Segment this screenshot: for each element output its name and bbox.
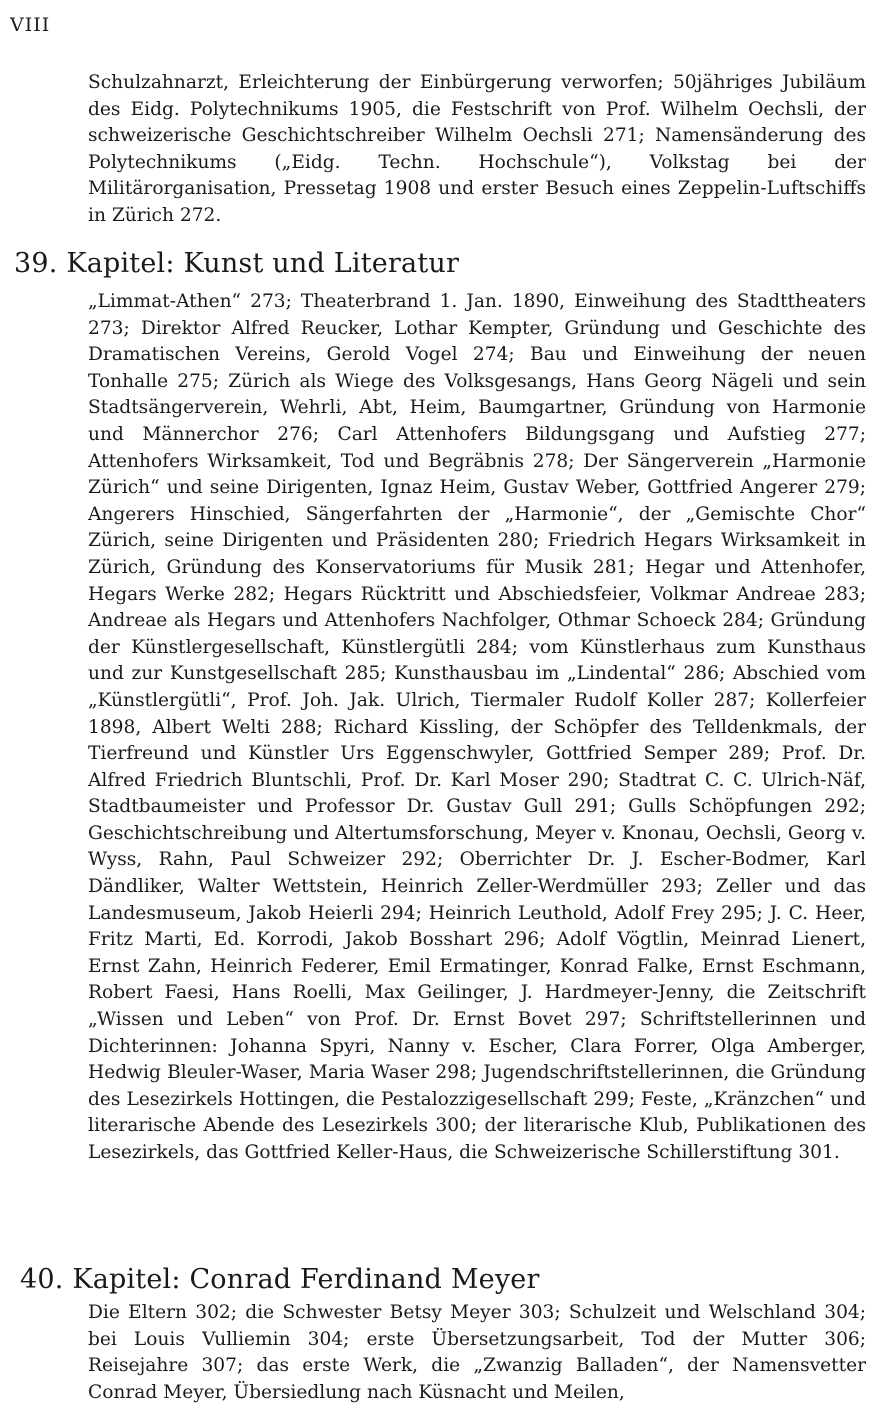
chapter-40-paragraph: Die Eltern 302; die Schwester Betsy Meyer 303; Schulzeit und Welschland 304; bei Louis Vulliemin 304; erste Übersetzungsarbeit, Tod der Mutter 306; Reisejahre 307; das erste Werk, die „Zwanzig Balladen“, der Namensvetter Conrad Meyer, Übersiedlung nach Küsnacht und Meilen, xyxy=(88,1302,866,1403)
page-number: VIII xyxy=(10,14,51,36)
intro-paragraph: Schulzahnarzt, Erleichterung der Einbürgerung verworfen; 50jähriges Jubiläum des Eidg. Polytechnikums 1905, die Festschrift von Prof. Wilhelm Oechsli, der schweizerische Geschichtschreiber Wilhelm Oechsli 271; Namensänderung des Polytechnikums („Eidg. Techn. Hochschule“), Volkstag bei der Militärorganisation, Pressetag 1908 und erster Besuch eines Zeppelin-Luftschiffs in Zürich 272. xyxy=(88,72,866,226)
chapter-40-heading: 40. Kapitel: Conrad Ferdinand Meyer xyxy=(20,1264,540,1295)
chapter-39-heading: 39. Kapitel: Kunst und Literatur xyxy=(14,248,460,279)
chapter-39-paragraph: „Limmat-Athen“ 273; Theaterbrand 1. Jan. 1890, Einweihung des Stadttheaters 273; Direktor Alfred Reucker, Lothar Kempter, Gründung und Geschichte des Dramatischen Vereins, Gerold Vogel 274; Bau und Einweihung der neuen Tonhalle 275; Zürich als Wiege des Volksgesangs, Hans Georg Nägeli und sein Stadtsängerverein, Wehrli, Abt, Heim, Baumgartner, Gründung von Harmonie und Männerchor 276; Carl Attenhofers Bildungsgang und Aufstieg 277; Attenhofers Wirksamkeit, Tod und Begräbnis 278; Der Sängerverein „Harmonie Zürich“ und seine Dirigenten, Ignaz Heim, Gustav Weber, Gottfried Angerer 279; Angerers Hinschied, Sängerfahrten der „Harmonie“, der „Gemischte Chor“ Zürich, seine Dirigenten und Präsidenten 280; Friedrich Hegars Wirksamkeit in Zürich, Gründung des Konservatoriums für Musik 281; Hegar und Attenhofer, Hegars Werke 282; Hegars Rücktritt und Abschiedsfeier, Volkmar Andreae 283; Andreae als Hegars und Attenhofers Nachfolger, Othmar Schoeck 284; Gründung der Künstlergesellschaft, Künstlergütli 284; vom Künstlerhaus zum Kunsthaus und zur Kunstgesellschaft 285; Kunsthausbau im „Lindental“ 286; Abschied vom „Künstlergütli“, Prof. Joh. Jak. Ulrich, Tiermaler Rudolf Koller 287; Kollerfeier 1898, Albert Welti 288; Richard Kissling, der Schöpfer des Telldenkmals, der Tierfreund und Künstler Urs Eggenschwyler, Gottfried Semper 289; Prof. Dr. Alfred Friedrich Bluntschli, Prof. Dr. Karl Moser 290; Stadtrat C. C. Ulrich-Näf, Stadtbaumeister und Professor Dr. Gustav Gull 291; Gulls Schöpfungen 292; Geschichtschreibung und Altertumsforschung, Meyer v. Knonau, Oechsli, Georg v. Wyss, Rahn, Paul Schweizer 292; Oberrichter Dr. J. Escher-Bodmer, Karl Dändliker, Walter Wettstein, Heinrich Zeller-Werdmüller 293; Zeller und das Landesmuseum, Jakob Heierli 294; Heinrich Leuthold, Adolf Frey 295; J. C. Heer, Fritz Marti, Ed. Korrodi, Jakob Bosshart 296; Adolf Vögtlin, Meinrad Lienert, Ernst Zahn, Heinrich Federer, Emil Ermatinger, Konrad Falke, Ernst Eschmann, Robert Faesi, Hans Roelli, Max Geilinger, J. Hardmeyer-Jenny, die Zeitschrift „Wissen und Leben“ von Prof. Dr. Ernst Bovet 297; Schriftstellerinnen und Dichterinnen: Johanna Spyri, Nanny v. Escher, Clara Forrer, Olga Amberger, Hedwig Bleuler-Waser, Maria Waser 298; Jugendschriftstellerinnen, die Gründung des Lesezirkels Hottingen, die Pestalozzigesellschaft 299; Feste, „Kränzchen“ und literarische Abende des Lesezirkels 300; der literarische Klub, Publikationen des Lesezirkels, das Gottfried Keller-Haus, die Schweizerische Schillerstiftung 301. xyxy=(88,291,866,1163)
